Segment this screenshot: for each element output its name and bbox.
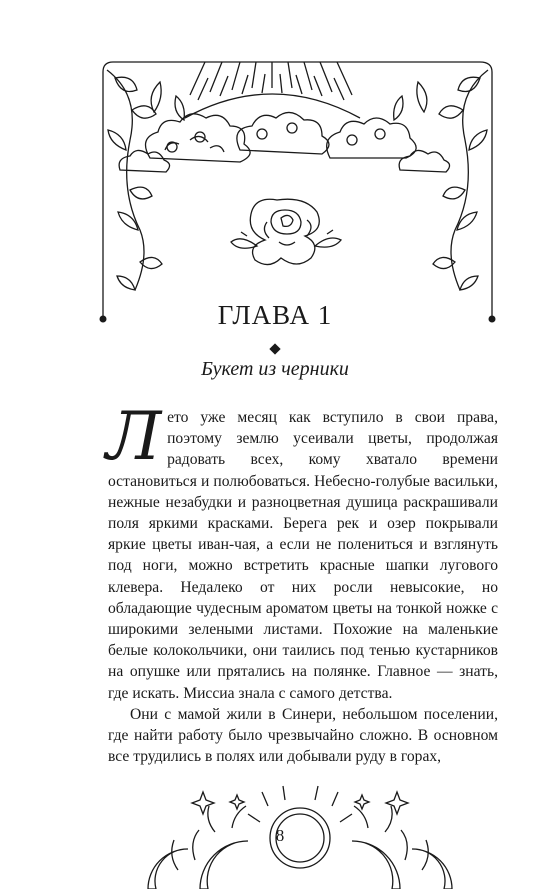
chapter-subtitle: Букет из черники: [201, 358, 349, 380]
paragraph-2: Они с мамой жили в Синери, небольшом поселении, где найти работу было чрезвычайно сложно. В основном все трудились в полях или добывали руду в горах,: [108, 705, 498, 766]
paragraph-1: [106, 398, 498, 704]
page-number: 8: [275, 826, 285, 845]
paragraph-1-text: ето уже месяц как вступило в свои права, поэтому землю усеивали цветы, продолжая радовать всех, кому хватало времени остановиться и полюбоваться. Небесно-голубые васильки, нежные незабудки и разноцветная душица раскрашивали поля яркими красками. Берега рек и озер покрывали яркие цветы иван-чая, а если не полениться и взглянуть под ноги, можно встретить красные шапки лугового клевера. Недалеко от них росли невысокие, но обладающие чудесным ароматом цветы на тонкой ножке с широкими зелеными листами. Похожие на маленькие белые колокольчики, они таились под тенью кустарников на опушке или прятались на полянке. Главное — знать, где искать. Миссиа знала с самого детства.: [108, 409, 498, 702]
chapter-body: [106, 398, 498, 767]
left-vine-icon: [107, 70, 184, 290]
clouds-icon: [119, 112, 449, 172]
moons-and-suns-icon: [148, 786, 452, 889]
peony-flower-icon: [231, 199, 341, 264]
frame-border: [103, 62, 492, 316]
chapter-title: ГЛАВА 1: [217, 300, 333, 330]
sun-rays-icon: [185, 62, 360, 118]
right-vine-icon: [394, 70, 488, 290]
drop-cap: Л: [106, 398, 162, 475]
